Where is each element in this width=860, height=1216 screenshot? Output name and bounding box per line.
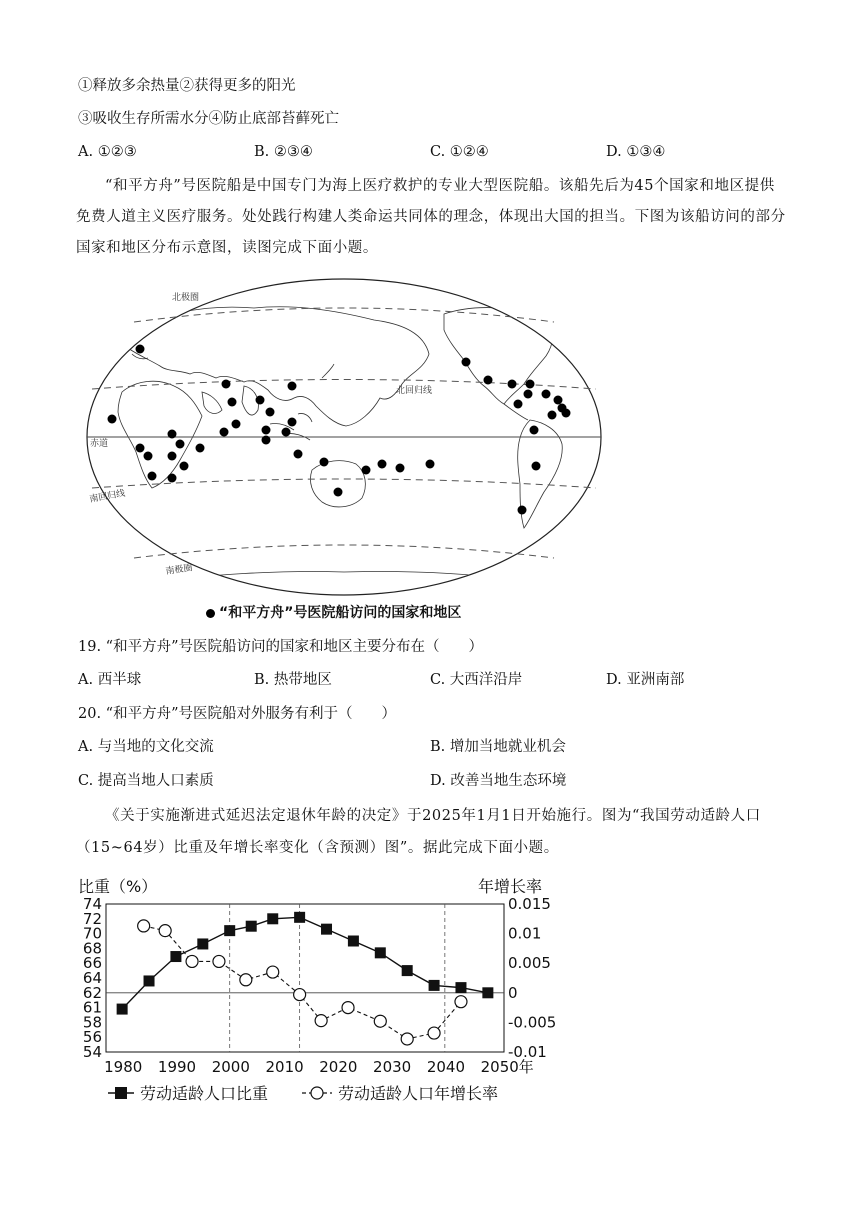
visit-point	[484, 376, 493, 385]
equator-label: 赤道	[90, 439, 109, 449]
map-legend	[206, 602, 461, 622]
q18-choice-d[interactable]: D. ①③④	[606, 144, 666, 160]
q20-choice-c[interactable]: C. 提高当地人口素质	[78, 773, 214, 789]
y-tick-label: 58	[82, 1013, 102, 1032]
series-line-growth	[144, 926, 461, 1039]
visit-point	[532, 462, 541, 471]
y2-axis-label: 年增长率	[478, 877, 543, 896]
y-axis-label: 比重（%）	[78, 877, 158, 896]
visit-point	[396, 464, 405, 473]
y-tick-label: 72	[82, 909, 102, 928]
visit-point	[220, 428, 229, 437]
share-point	[375, 947, 386, 958]
tropic-of-capricorn-label: 南回归线	[88, 488, 126, 505]
series-area	[117, 912, 494, 1045]
passage-labor-population: 《关于实施渐进式延迟法定退休年龄的决定》于2025年1月1日开始施行。图为“我国劳动适龄人口（15~64岁）比重及年增长率变化（含预测）图”。据此完成下面小题。	[76, 808, 761, 856]
y-tick-label: 54	[82, 1043, 102, 1061]
y-tick-label: 68	[82, 939, 102, 958]
growth-point	[213, 955, 225, 967]
y-tick-label: 70	[82, 924, 102, 943]
y-tick-label: 61	[82, 998, 102, 1017]
y-tick-label: 62	[82, 983, 102, 1002]
visit-point	[148, 472, 157, 481]
share-point	[482, 987, 493, 998]
growth-point	[186, 955, 198, 967]
q18-choice-c[interactable]: C. ①②④	[430, 144, 489, 160]
growth-point	[342, 1002, 354, 1014]
y2-tick-label: 0	[508, 983, 518, 1002]
share-point	[294, 912, 305, 923]
share-point	[144, 975, 155, 986]
share-point	[224, 925, 235, 936]
q19-choice-c[interactable]: C. 大西洋沿岸	[430, 672, 523, 688]
q18-option-line-2: ③吸收生存所需水分④防止底部苔藓死亡	[78, 111, 339, 127]
visit-point	[144, 452, 153, 461]
visit-point	[294, 450, 303, 459]
visit-point	[462, 358, 471, 367]
y2-ticks	[508, 895, 556, 1061]
visit-point	[256, 396, 265, 405]
visit-point	[524, 390, 533, 399]
x-ticks	[104, 1058, 534, 1076]
visit-point	[168, 474, 177, 483]
arctic-circle-label: 北极圈	[172, 293, 200, 303]
visit-point	[176, 440, 185, 449]
antarctic-circle-label: 南极圈	[165, 563, 194, 577]
visit-point	[548, 411, 557, 420]
growth-point	[374, 1015, 386, 1027]
visit-point	[232, 420, 241, 429]
y2-tick-label: -0.005	[508, 1013, 557, 1032]
visit-point	[526, 380, 535, 389]
growth-point	[294, 989, 306, 1001]
y2-tick-label: 0.01	[508, 924, 542, 943]
q19-choice-b[interactable]: B. 热带地区	[254, 672, 332, 688]
visit-point	[168, 452, 177, 461]
visit-point	[514, 400, 523, 409]
share-point	[429, 980, 440, 991]
growth-point	[315, 1015, 327, 1027]
legend-dot-icon	[206, 609, 215, 618]
q19-choice-a[interactable]: A. 西半球	[78, 672, 142, 688]
y-tick-label: 64	[82, 969, 102, 987]
x-tick-label: 1980	[104, 1058, 143, 1076]
share-point	[321, 924, 332, 935]
passage-hospital-ship: “和平方舟”号医院船是中国专门为海上医疗救护的专业大型医院船。该船先后为45个国家和地区提供免费人道主义医疗服务。处处践行构建人类命运共同体的理念，体现出大国的担当。下图为该船访问的部分国家和地区分布示意图，读图完成下面小题。	[76, 178, 786, 256]
visit-point	[320, 458, 329, 467]
chart-legend	[108, 1084, 498, 1103]
world-map	[84, 274, 604, 604]
visit-point	[288, 418, 297, 427]
legend-square-marker	[115, 1087, 127, 1099]
visit-point	[426, 460, 435, 469]
visit-point	[562, 409, 571, 418]
visit-point	[222, 380, 231, 389]
q20-stem: 20. “和平方舟”号医院船对外服务有利于（ ）	[78, 706, 396, 722]
x-tick-label: 2030	[373, 1058, 412, 1076]
share-point	[267, 913, 278, 924]
visit-point	[508, 380, 517, 389]
visit-point	[266, 408, 275, 417]
share-point	[246, 921, 257, 932]
visit-point	[334, 488, 343, 497]
share-point	[170, 951, 181, 962]
share-point	[402, 965, 413, 976]
y-tick-label: 56	[82, 1028, 102, 1047]
y2-tick-label: 0.005	[508, 954, 551, 973]
visit-point	[180, 462, 189, 471]
q20-choice-d[interactable]: D. 改善当地生态环境	[430, 773, 567, 789]
visit-point	[288, 382, 297, 391]
visit-point	[228, 398, 237, 407]
visit-point	[262, 426, 271, 435]
legend-share-label: 劳动适龄人口比重	[140, 1084, 269, 1103]
visit-point	[530, 426, 539, 435]
growth-point	[428, 1027, 440, 1039]
growth-point	[240, 974, 252, 986]
legend-label: “和平方舟”号医院船访问的国家和地区	[219, 605, 462, 621]
growth-point	[455, 996, 467, 1008]
labor-population-chart	[70, 870, 570, 1106]
x-tick-label: 2040	[426, 1058, 466, 1076]
x-tick-label: 2010	[265, 1058, 304, 1076]
x-tick-label: 2020	[319, 1058, 358, 1076]
x-tick-label: 2050年	[480, 1058, 534, 1076]
growth-point	[401, 1033, 413, 1045]
growth-point	[267, 966, 279, 978]
share-point	[348, 936, 359, 947]
q20-choice-b[interactable]: B. 增加当地就业机会	[430, 739, 566, 755]
growth-point	[138, 920, 150, 932]
visit-point	[282, 428, 291, 437]
q18-option-line-1: ①释放多余热量②获得更多的阳光	[78, 78, 296, 94]
q20-choice-a[interactable]: A. 与当地的文化交流	[78, 739, 214, 755]
visit-point	[136, 444, 145, 453]
visit-point	[542, 390, 551, 399]
y2-tick-label: -0.01	[508, 1043, 547, 1061]
x-tick-label: 1990	[157, 1058, 197, 1076]
visit-point	[136, 345, 145, 354]
visit-point	[196, 444, 205, 453]
legend-circle-marker	[311, 1087, 323, 1099]
share-point	[197, 938, 208, 949]
y2-tick-label: 0.015	[508, 895, 551, 913]
growth-point	[159, 925, 171, 937]
visit-point	[554, 396, 563, 405]
q19-choice-d[interactable]: D. 亚洲南部	[606, 672, 685, 688]
x-tick-label: 2000	[211, 1058, 250, 1076]
visit-point	[362, 466, 371, 475]
y-tick-label: 74	[82, 895, 102, 913]
visit-point	[518, 506, 527, 515]
q19-stem: 19. “和平方舟”号医院船访问的国家和地区主要分布在（ ）	[78, 639, 483, 655]
visit-point	[262, 436, 271, 445]
visit-point	[378, 460, 387, 469]
q18-choice-a[interactable]: A. ①②③	[78, 144, 137, 160]
visit-point	[108, 415, 117, 424]
y-ticks	[83, 895, 102, 1061]
q18-choice-b[interactable]: B. ②③④	[254, 144, 313, 160]
share-point	[117, 1004, 128, 1015]
y-tick-label: 66	[82, 954, 102, 973]
legend-growth-label: 劳动适龄人口年增长率	[338, 1084, 499, 1103]
visit-point	[168, 430, 177, 439]
share-point	[455, 982, 466, 993]
tropic-of-cancer-label: 北回归线	[396, 386, 433, 396]
